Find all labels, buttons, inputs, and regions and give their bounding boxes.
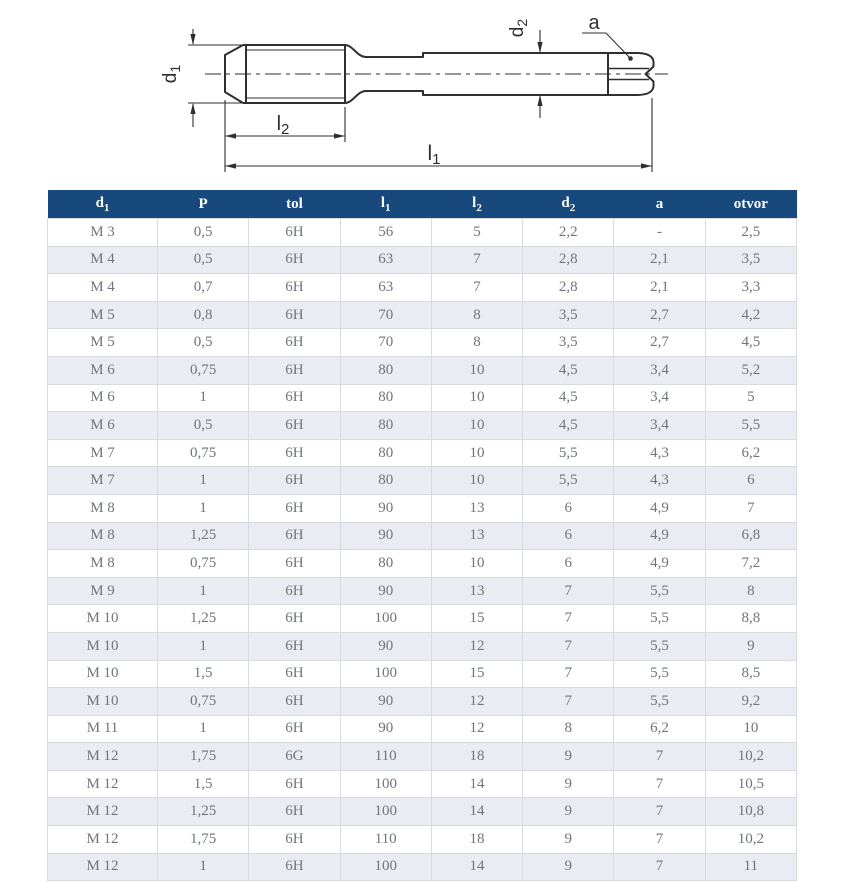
table-cell: 6 bbox=[705, 467, 796, 495]
column-header: otvor bbox=[705, 190, 796, 219]
table-cell: 80 bbox=[340, 384, 431, 412]
table-row bbox=[48, 853, 797, 881]
table-cell: M 4 bbox=[48, 246, 158, 274]
table-cell: 18 bbox=[431, 743, 522, 771]
table-cell: 6H bbox=[249, 660, 340, 688]
table-cell: 10,8 bbox=[705, 798, 796, 826]
table-cell: M 12 bbox=[48, 853, 158, 881]
arrowhead bbox=[537, 95, 542, 106]
table-cell: 1,25 bbox=[158, 522, 249, 550]
table-body bbox=[48, 219, 797, 881]
table-cell: 10 bbox=[431, 356, 522, 384]
table-cell: 9,2 bbox=[705, 688, 796, 716]
table-row bbox=[48, 826, 797, 854]
table-row bbox=[48, 219, 797, 247]
table-cell: M 7 bbox=[48, 439, 158, 467]
table-cell: M 5 bbox=[48, 301, 158, 329]
table-cell: 1 bbox=[158, 577, 249, 605]
table-cell: M 9 bbox=[48, 577, 158, 605]
table-cell: M 10 bbox=[48, 605, 158, 633]
table-cell: 1,25 bbox=[158, 605, 249, 633]
table-cell: 6H bbox=[249, 301, 340, 329]
table-cell: M 6 bbox=[48, 384, 158, 412]
arrowhead bbox=[190, 103, 195, 114]
table-cell: 12 bbox=[431, 632, 522, 660]
table-cell: 63 bbox=[340, 246, 431, 274]
table-cell: 13 bbox=[431, 577, 522, 605]
table-cell: M 3 bbox=[48, 219, 158, 247]
table-cell: 0,75 bbox=[158, 356, 249, 384]
table-cell: 6H bbox=[249, 494, 340, 522]
table-cell: 7 bbox=[523, 688, 614, 716]
arrowhead bbox=[225, 163, 236, 168]
table-cell: 5,5 bbox=[614, 605, 705, 633]
column-header: $d_1$ bbox=[48, 190, 158, 219]
arrowhead bbox=[334, 133, 345, 138]
table-cell: 5,5 bbox=[614, 688, 705, 716]
table-row bbox=[48, 605, 797, 633]
column-header: $l_1$ bbox=[340, 190, 431, 219]
table-cell: 100 bbox=[340, 853, 431, 881]
column-header: $d_2$ bbox=[523, 190, 614, 219]
table-cell: 6G bbox=[249, 743, 340, 771]
label-a: a bbox=[588, 12, 600, 34]
table-row bbox=[48, 329, 797, 357]
table-cell: 1 bbox=[158, 494, 249, 522]
table-cell: 0,5 bbox=[158, 412, 249, 440]
table-cell: 4,2 bbox=[705, 301, 796, 329]
table-cell: 0,7 bbox=[158, 274, 249, 302]
table-cell: M 4 bbox=[48, 274, 158, 302]
table-row bbox=[48, 798, 797, 826]
table-cell: 90 bbox=[340, 522, 431, 550]
table-cell: 2,7 bbox=[614, 329, 705, 357]
table-cell: 7 bbox=[523, 605, 614, 633]
table-cell: 7 bbox=[614, 798, 705, 826]
table-cell: M 12 bbox=[48, 743, 158, 771]
table-cell: 2,1 bbox=[614, 246, 705, 274]
table-cell: 80 bbox=[340, 412, 431, 440]
table-cell: 90 bbox=[340, 632, 431, 660]
table-cell: 9 bbox=[523, 743, 614, 771]
table-cell: 8,8 bbox=[705, 605, 796, 633]
table-cell: 70 bbox=[340, 329, 431, 357]
table-cell: 4,5 bbox=[523, 356, 614, 384]
table-cell: 0,75 bbox=[158, 550, 249, 578]
table-row bbox=[48, 439, 797, 467]
table-cell: 0,5 bbox=[158, 329, 249, 357]
table-row bbox=[48, 660, 797, 688]
table-cell: 0,5 bbox=[158, 219, 249, 247]
table-cell: 1 bbox=[158, 384, 249, 412]
table-cell: 1 bbox=[158, 632, 249, 660]
table-cell: 70 bbox=[340, 301, 431, 329]
table-cell: 1 bbox=[158, 853, 249, 881]
label-l1: l1 bbox=[427, 142, 441, 168]
table-cell: 90 bbox=[340, 494, 431, 522]
table-cell: 3,5 bbox=[523, 301, 614, 329]
table-cell: 8 bbox=[431, 301, 522, 329]
table-cell: 90 bbox=[340, 688, 431, 716]
table-cell: 10,5 bbox=[705, 770, 796, 798]
table-cell: 1 bbox=[158, 467, 249, 495]
table-cell: 5,2 bbox=[705, 356, 796, 384]
table-cell: 6,2 bbox=[614, 715, 705, 743]
table-cell: 6H bbox=[249, 219, 340, 247]
table-cell: 6 bbox=[523, 522, 614, 550]
table-cell: 6H bbox=[249, 715, 340, 743]
table-cell: 7 bbox=[614, 770, 705, 798]
table-cell: 1,5 bbox=[158, 660, 249, 688]
table-cell: 5,5 bbox=[614, 577, 705, 605]
table-cell: 6H bbox=[249, 439, 340, 467]
table-cell: 14 bbox=[431, 853, 522, 881]
table-cell: 1 bbox=[158, 715, 249, 743]
arrowhead bbox=[190, 34, 195, 45]
table-cell: 1,75 bbox=[158, 826, 249, 854]
table-cell: 6H bbox=[249, 853, 340, 881]
table-cell: 8,5 bbox=[705, 660, 796, 688]
table-cell: M 12 bbox=[48, 826, 158, 854]
table-cell: 4,3 bbox=[614, 439, 705, 467]
table-cell: 90 bbox=[340, 577, 431, 605]
table-cell: 8 bbox=[523, 715, 614, 743]
table-cell: 2,1 bbox=[614, 274, 705, 302]
table-cell: 9 bbox=[523, 826, 614, 854]
table-header-row bbox=[48, 190, 797, 219]
table-cell: 7 bbox=[614, 853, 705, 881]
table-cell: M 10 bbox=[48, 660, 158, 688]
table-cell: 10 bbox=[431, 384, 522, 412]
table-cell: 7,2 bbox=[705, 550, 796, 578]
table-cell: 7 bbox=[614, 743, 705, 771]
table-cell: 4,9 bbox=[614, 494, 705, 522]
table-cell: 80 bbox=[340, 550, 431, 578]
table-cell: 9 bbox=[523, 853, 614, 881]
table-cell: 90 bbox=[340, 715, 431, 743]
table-cell: 0,8 bbox=[158, 301, 249, 329]
callout-a-leader bbox=[582, 33, 630, 58]
table-cell: 3,5 bbox=[523, 329, 614, 357]
table-cell: 56 bbox=[340, 219, 431, 247]
table-cell: 7 bbox=[614, 826, 705, 854]
table-row bbox=[48, 743, 797, 771]
table-row bbox=[48, 715, 797, 743]
table-cell: 7 bbox=[431, 246, 522, 274]
callout-a-dot bbox=[628, 56, 633, 61]
table-cell: 4,9 bbox=[614, 522, 705, 550]
table-cell: 5,5 bbox=[614, 660, 705, 688]
table-cell: 3,4 bbox=[614, 412, 705, 440]
table-cell: M 12 bbox=[48, 798, 158, 826]
column-header: P bbox=[158, 190, 249, 219]
table-cell: 8 bbox=[705, 577, 796, 605]
table-cell: 10 bbox=[431, 550, 522, 578]
table-cell: 6H bbox=[249, 770, 340, 798]
table-cell: - bbox=[614, 219, 705, 247]
table-cell: 6H bbox=[249, 605, 340, 633]
table-cell: 7 bbox=[523, 632, 614, 660]
table-cell: 6H bbox=[249, 577, 340, 605]
table-cell: 6H bbox=[249, 467, 340, 495]
table-header bbox=[48, 190, 797, 219]
table-cell: 6H bbox=[249, 826, 340, 854]
table-cell: 5,5 bbox=[705, 412, 796, 440]
table-cell: 10 bbox=[431, 412, 522, 440]
table-row bbox=[48, 301, 797, 329]
table-cell: 7 bbox=[523, 577, 614, 605]
column-header: tol bbox=[249, 190, 340, 219]
table-cell: 6H bbox=[249, 329, 340, 357]
table-cell: 63 bbox=[340, 274, 431, 302]
table-cell: M 12 bbox=[48, 770, 158, 798]
table-cell: 6H bbox=[249, 246, 340, 274]
tap-size-table bbox=[47, 190, 797, 881]
table-cell: 11 bbox=[705, 853, 796, 881]
table-cell: 0,75 bbox=[158, 688, 249, 716]
table-cell: 9 bbox=[705, 632, 796, 660]
table-cell: M 6 bbox=[48, 356, 158, 384]
dimension-d2 bbox=[507, 19, 543, 118]
table-cell: 80 bbox=[340, 439, 431, 467]
table-row bbox=[48, 356, 797, 384]
table-row bbox=[48, 770, 797, 798]
table-cell: 6H bbox=[249, 384, 340, 412]
table-cell: 7 bbox=[705, 494, 796, 522]
table-cell: 6,8 bbox=[705, 522, 796, 550]
arrowhead bbox=[537, 42, 542, 53]
table-cell: 1,25 bbox=[158, 798, 249, 826]
table-cell: 80 bbox=[340, 356, 431, 384]
table-cell: 10 bbox=[431, 439, 522, 467]
table-cell: 13 bbox=[431, 494, 522, 522]
table-cell: 15 bbox=[431, 605, 522, 633]
arrowhead bbox=[641, 163, 652, 168]
table-cell: 5 bbox=[705, 384, 796, 412]
table-cell: 6H bbox=[249, 522, 340, 550]
table-cell: 110 bbox=[340, 743, 431, 771]
table-cell: 6H bbox=[249, 550, 340, 578]
label-d1: $d_1$ bbox=[160, 64, 183, 84]
table-cell: M 8 bbox=[48, 522, 158, 550]
table-cell: 100 bbox=[340, 770, 431, 798]
table-cell: 4,5 bbox=[523, 412, 614, 440]
table-cell: 5,5 bbox=[614, 632, 705, 660]
table-cell: 14 bbox=[431, 770, 522, 798]
table-row bbox=[48, 688, 797, 716]
table-cell: M 11 bbox=[48, 715, 158, 743]
label-d2: $d_2$ bbox=[507, 18, 530, 38]
table-cell: 6H bbox=[249, 688, 340, 716]
table-cell: 10,2 bbox=[705, 743, 796, 771]
dimension-d1 bbox=[160, 29, 246, 127]
table-row bbox=[48, 246, 797, 274]
table-cell: M 6 bbox=[48, 412, 158, 440]
column-header: $l_2$ bbox=[431, 190, 522, 219]
table-cell: M 7 bbox=[48, 467, 158, 495]
table-cell: 5 bbox=[431, 219, 522, 247]
table-cell: 4,9 bbox=[614, 550, 705, 578]
table-cell: 10 bbox=[431, 467, 522, 495]
table-cell: 0,75 bbox=[158, 439, 249, 467]
table-cell: 6H bbox=[249, 798, 340, 826]
table-cell: 9 bbox=[523, 798, 614, 826]
table-cell: 110 bbox=[340, 826, 431, 854]
table-row bbox=[48, 384, 797, 412]
table-cell: 5,5 bbox=[523, 439, 614, 467]
table-cell: 2,8 bbox=[523, 246, 614, 274]
table-cell: 7 bbox=[523, 660, 614, 688]
table-cell: 10,2 bbox=[705, 826, 796, 854]
table-cell: 5,5 bbox=[523, 467, 614, 495]
table-cell: 7 bbox=[431, 274, 522, 302]
arrowhead bbox=[225, 133, 236, 138]
table-row bbox=[48, 550, 797, 578]
table-cell: 6H bbox=[249, 412, 340, 440]
table-cell: 100 bbox=[340, 660, 431, 688]
table-row bbox=[48, 412, 797, 440]
table-cell: 1,75 bbox=[158, 743, 249, 771]
table-cell: 80 bbox=[340, 467, 431, 495]
table-cell: 3,5 bbox=[705, 246, 796, 274]
table-cell: 6H bbox=[249, 632, 340, 660]
table-row bbox=[48, 494, 797, 522]
table-cell: 6,2 bbox=[705, 439, 796, 467]
table-row bbox=[48, 522, 797, 550]
table-cell: 10 bbox=[705, 715, 796, 743]
table-cell: 3,3 bbox=[705, 274, 796, 302]
table-cell: 9 bbox=[523, 770, 614, 798]
table-cell: M 8 bbox=[48, 550, 158, 578]
table-cell: 8 bbox=[431, 329, 522, 357]
tap-technical-drawing bbox=[0, 0, 843, 190]
table-cell: 6H bbox=[249, 356, 340, 384]
table-cell: M 5 bbox=[48, 329, 158, 357]
table-cell: 6 bbox=[523, 494, 614, 522]
table-cell: 3,4 bbox=[614, 384, 705, 412]
table-cell: 0,5 bbox=[158, 246, 249, 274]
label-l2: $l_2$ bbox=[276, 113, 290, 138]
table-cell: 1,5 bbox=[158, 770, 249, 798]
table-cell: 2,2 bbox=[523, 219, 614, 247]
table-cell: 4,5 bbox=[523, 384, 614, 412]
table-cell: 2,7 bbox=[614, 301, 705, 329]
table-row bbox=[48, 467, 797, 495]
table-cell: 18 bbox=[431, 826, 522, 854]
table-cell: M 10 bbox=[48, 632, 158, 660]
table-row bbox=[48, 577, 797, 605]
dimension-l2 bbox=[225, 100, 345, 172]
table-cell: M 10 bbox=[48, 688, 158, 716]
table-cell: 100 bbox=[340, 798, 431, 826]
table-cell: 4,5 bbox=[705, 329, 796, 357]
table-cell: M 8 bbox=[48, 494, 158, 522]
column-header: a bbox=[614, 190, 705, 219]
table-cell: 2,5 bbox=[705, 219, 796, 247]
table-cell: 6H bbox=[249, 274, 340, 302]
table-cell: 6 bbox=[523, 550, 614, 578]
table-cell: 13 bbox=[431, 522, 522, 550]
table-cell: 14 bbox=[431, 798, 522, 826]
table-cell: 2,8 bbox=[523, 274, 614, 302]
table-cell: 12 bbox=[431, 715, 522, 743]
table-row bbox=[48, 274, 797, 302]
table-cell: 100 bbox=[340, 605, 431, 633]
table-cell: 4,3 bbox=[614, 467, 705, 495]
table-row bbox=[48, 632, 797, 660]
table-cell: 12 bbox=[431, 688, 522, 716]
table-cell: 3,4 bbox=[614, 356, 705, 384]
table-cell: 15 bbox=[431, 660, 522, 688]
